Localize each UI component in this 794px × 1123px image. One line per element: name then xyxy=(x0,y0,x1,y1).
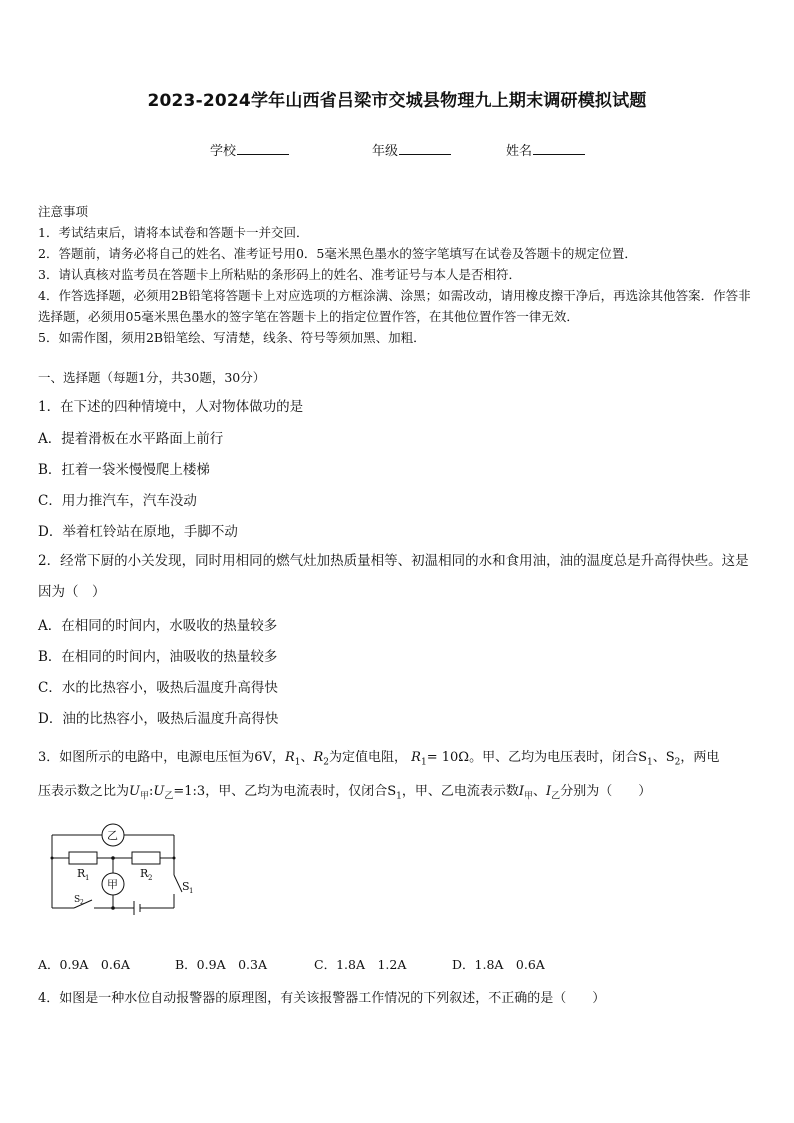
school-blank[interactable] xyxy=(237,142,289,155)
q1-option-d: D．举着杠铃站在原地，手脚不动 xyxy=(38,524,238,540)
school-label: 学校 xyxy=(210,144,237,159)
switch-s1-icon xyxy=(174,875,182,892)
q3-sub: 1 xyxy=(294,757,301,768)
q3-sub: 1 xyxy=(396,791,402,802)
q2-option-d: D．油的比热容小，吸热后温度升高得快 xyxy=(38,711,279,727)
q3-text: 压表示数之比为 xyxy=(38,784,130,799)
q3-text: 。甲、乙均为电压表时，闭合S xyxy=(469,750,647,765)
name-blank[interactable] xyxy=(533,142,585,155)
q3-option-d: D．1.8A 0.6A xyxy=(452,957,545,972)
q3-text: 为定值电阻， xyxy=(329,750,408,765)
q3-option-b: B．0.9A 0.3A xyxy=(175,957,267,972)
q2-option-b: B．在相同的时间内，油吸收的热量较多 xyxy=(38,649,278,665)
q1-option-b: B．扛着一袋米慢慢爬上楼梯 xyxy=(38,462,210,478)
q3-i: I xyxy=(546,784,552,799)
section-heading: 一、选择题（每题1分，共30题，30分） xyxy=(38,370,266,385)
resistor-r2-icon xyxy=(132,852,160,864)
q3-u: U xyxy=(129,784,140,799)
q3-sub: 2 xyxy=(323,757,330,768)
q3-sub: 甲 xyxy=(139,791,149,802)
s2-label: S xyxy=(74,895,81,905)
note-item: 5．如需作图，须用2B铅笔绘、写清楚，线条、符号等须加黑、加粗． xyxy=(38,330,426,345)
page-title: 2023-2024学年山西省吕梁市交城县物理九上期末调研模拟试题 xyxy=(147,91,647,111)
q3-r1-eq: R xyxy=(411,750,421,765)
q3-text: 、 xyxy=(300,750,314,765)
q3-option-c: C．1.8A 1.2A xyxy=(314,957,407,972)
note-item: 4．作答选择题，必须用2B铅笔将答题卡上对应选项的方框涂满、涂黑；如需改动，请用橡皮擦干净后，再选涂其他答案．作答非选择题，必须用05毫米黑色墨水的签字笔在答题卡上的指定位置作答，在其他位置作答一律无效． xyxy=(38,288,751,324)
resistor-r1-icon xyxy=(69,852,97,864)
notes-block xyxy=(38,201,758,348)
note-item: 3．请认真核对监考员在答题卡上所粘贴的条形码上的姓名、准考证号与本人是否相符． xyxy=(38,267,521,282)
q2-option-a: A．在相同的时间内，水吸收的热量较多 xyxy=(38,618,278,634)
q3-sub: 乙 xyxy=(164,791,174,802)
q3-text: 、 xyxy=(533,784,547,799)
r1-sub: 1 xyxy=(85,874,90,882)
r2-sub: 2 xyxy=(148,874,153,882)
q2-stem: 2．经常下厨的小关发现，同时用相同的燃气灶加热质量相等、初温相同的水和食用油，油的温度总是升高得快些。这是因为（ ） xyxy=(38,553,749,600)
q3-i: I xyxy=(518,784,524,799)
grade-field xyxy=(372,140,451,159)
school-field xyxy=(210,140,289,159)
r2-label: R xyxy=(140,867,149,880)
q3-stem-line2 xyxy=(38,780,651,802)
q3-r1: R xyxy=(284,750,295,765)
name-field xyxy=(506,140,585,159)
note-item: 1．考试结束后，请将本试卷和答题卡一并交回． xyxy=(38,225,309,240)
q3-u: U xyxy=(153,784,165,799)
q3-text: 分别为（ ） xyxy=(560,784,652,799)
circuit-diagram xyxy=(44,820,204,920)
q3-sub: 乙 xyxy=(551,791,561,802)
q3-sub: 1 xyxy=(420,757,427,768)
s1-sub: 1 xyxy=(189,887,194,895)
q3-text: : xyxy=(149,784,154,799)
q1-option-a: A．提着滑板在水平路面上前行 xyxy=(38,431,224,447)
q3-text: 、S xyxy=(652,750,675,765)
meter-yi-label: 乙 xyxy=(107,829,118,842)
s2-sub: 2 xyxy=(80,899,84,906)
notes-heading: 注意事项 xyxy=(38,204,89,219)
q2-option-c: C．水的比热容小，吸热后温度升高得快 xyxy=(38,680,278,696)
q3-r2: R xyxy=(313,750,324,765)
q3-stem-line1 xyxy=(38,746,719,768)
q4-stem: 4．如图是一种水位自动报警器的原理图，有关该报警器工作情况的下列叙述，不正确的是（ ） xyxy=(38,991,606,1006)
meter-jia-label: 甲 xyxy=(107,878,118,891)
q3-text: =1:3，甲、乙均为电流表时，仅闭合S xyxy=(173,784,397,799)
grade-label: 年级 xyxy=(372,144,399,159)
note-item: 2．答题前，请务必将自己的姓名、准考证号用0．5毫米黑色墨水的签字笔填写在试卷及答题卡的规定位置． xyxy=(38,246,637,261)
q3-text: 3．如图所示的电路中，电源电压恒为6V， xyxy=(38,750,285,765)
q1-option-c: C．用力推汽车，汽车没动 xyxy=(38,493,197,509)
q3-eq: = 10Ω xyxy=(426,750,470,765)
r1-label: R xyxy=(77,867,86,880)
q3-sub: 甲 xyxy=(524,791,534,802)
q3-text: ，甲、乙电流表示数 xyxy=(401,784,519,799)
q3-text: ，两电 xyxy=(680,750,720,765)
q3-option-a: A．0.9A 0.6A xyxy=(38,957,130,972)
grade-blank[interactable] xyxy=(399,142,451,155)
q3-sub: 2 xyxy=(674,757,681,768)
s1-label: S xyxy=(182,880,190,893)
name-label: 姓名 xyxy=(506,144,533,159)
q3-sub: 1 xyxy=(646,757,653,768)
q1-stem: 1．在下述的四种情境中，人对物体做功的是 xyxy=(38,399,304,415)
